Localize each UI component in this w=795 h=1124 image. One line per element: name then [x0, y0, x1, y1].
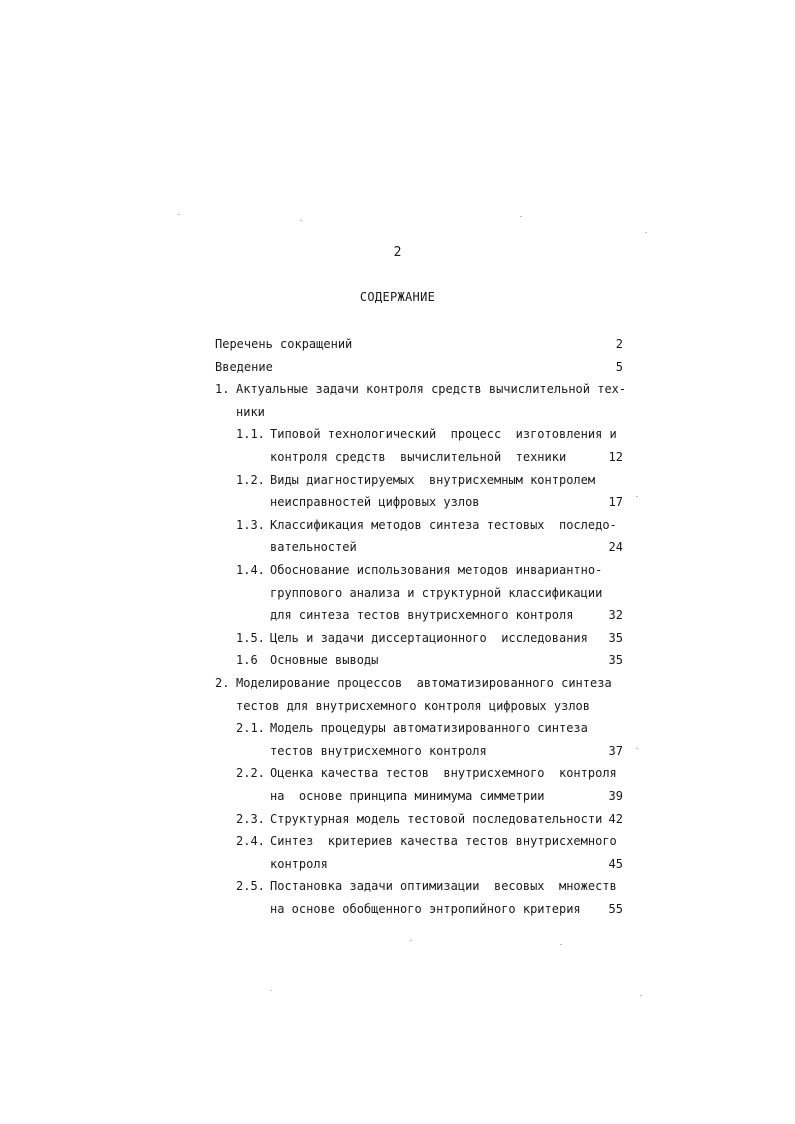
- toc-entry-line: Типовой технологический процесс изготовления и: [270, 427, 617, 442]
- toc-entry-number: 1.: [215, 382, 230, 397]
- toc-entry-number: 2.1.: [236, 721, 265, 736]
- toc-entry-number: 1.4.: [236, 563, 265, 577]
- toc-entry-line: Структурная модель тестовой последовательности: [270, 811, 603, 826]
- toc-entry-line: Обоснование использования методов инвариантно-: [270, 563, 603, 577]
- toc-entry-line: Постановка задачи оптимизации весовых множеств: [270, 879, 617, 894]
- toc-entry-page: 35: [608, 630, 623, 645]
- toc-entry-page: 17: [608, 495, 623, 510]
- toc-entry-line: на основе обобщенного энтропийного критерия: [270, 902, 581, 916]
- scan-speck: [636, 496, 638, 497]
- toc-entry-line: Актуальные задачи контроля средств вычислительной тех-: [236, 382, 627, 397]
- scan-speck: [178, 214, 180, 215]
- scan-speck: [645, 232, 647, 233]
- toc-entry-page: 55: [608, 902, 623, 916]
- toc-entry-page: 5: [615, 359, 623, 374]
- toc-entry-line: для синтеза тестов внутрисхемного контроля: [270, 608, 574, 623]
- toc-entry-number: 1.1.: [236, 427, 265, 442]
- toc-entry-page: 42: [608, 811, 623, 826]
- toc-entry-page: 39: [608, 789, 623, 803]
- toc-entry-line: неисправностей цифровых узлов: [270, 495, 480, 510]
- page-number: 2: [393, 245, 402, 260]
- toc-entry-line: Синтез критериев качества тестов внутрисхемного: [270, 834, 617, 849]
- scan-speck: [560, 944, 562, 945]
- toc-entry-number: 1.6: [236, 653, 258, 668]
- toc-entry-number: 1.5.: [236, 630, 265, 645]
- toc-heading: СОДЕРЖАНИЕ: [359, 290, 436, 304]
- scan-speck: [520, 216, 522, 217]
- toc-entry-line: на основе принципа минимума симметрии: [270, 789, 545, 803]
- toc-entry-line: контроля средств вычислительной техники: [270, 450, 567, 464]
- toc-entry-line: Виды диагностируемых внутрисхемным контролем: [270, 472, 596, 487]
- toc-entry-number: 2.: [215, 676, 230, 690]
- toc-entry-line: тестов для внутрисхемного контроля цифровых узлов: [236, 698, 591, 713]
- toc-entry-number: 2.4.: [236, 834, 265, 849]
- toc-entry-line: Основные выводы: [270, 653, 379, 668]
- toc-entry-line: ники: [236, 404, 265, 419]
- toc-entry-line: Цель и задачи диссертационного исследования: [270, 630, 588, 645]
- toc-entry-line: Введение: [215, 359, 273, 374]
- toc-entry-number: 1.2.: [236, 472, 265, 487]
- toc-entry-number: 2.2.: [236, 766, 265, 781]
- toc-entry-line: тестов внутрисхемного контроля: [270, 743, 487, 758]
- scan-speck: [636, 748, 638, 749]
- toc-entry-page: 45: [608, 856, 623, 871]
- scan-speck: [410, 940, 412, 941]
- toc-entry-line: контроля: [270, 856, 328, 871]
- toc-entry-page: 12: [608, 450, 623, 464]
- scan-speck: [300, 220, 302, 221]
- toc-entry-page: 24: [608, 540, 623, 555]
- toc-entry-page: 2: [615, 337, 623, 351]
- toc-entry-line: Классификация методов синтеза тестовых последо-: [270, 517, 617, 532]
- scan-speck: [640, 995, 642, 996]
- toc-entry-page: 35: [608, 653, 623, 668]
- toc-entry-line: Оценка качества тестов внутрисхемного контроля: [270, 766, 617, 781]
- toc-entry-line: вательностей: [270, 540, 357, 555]
- scan-speck: [270, 990, 272, 991]
- toc-entry-page: 37: [608, 743, 623, 758]
- toc-entry-number: 2.5.: [236, 879, 265, 894]
- toc-entry-page: 32: [608, 608, 623, 623]
- toc-entry-line: Моделирование процессов автоматизированного синтеза: [236, 676, 612, 690]
- toc-entry-line: Модель процедуры автоматизированного синтеза: [270, 721, 588, 736]
- toc-entry-number: 1.3.: [236, 517, 265, 532]
- toc-entry-line: Перечень сокращений: [215, 337, 353, 351]
- toc-entry-number: 2.3.: [236, 811, 265, 826]
- toc-entry-line: группового анализа и структурной классификации: [270, 585, 603, 600]
